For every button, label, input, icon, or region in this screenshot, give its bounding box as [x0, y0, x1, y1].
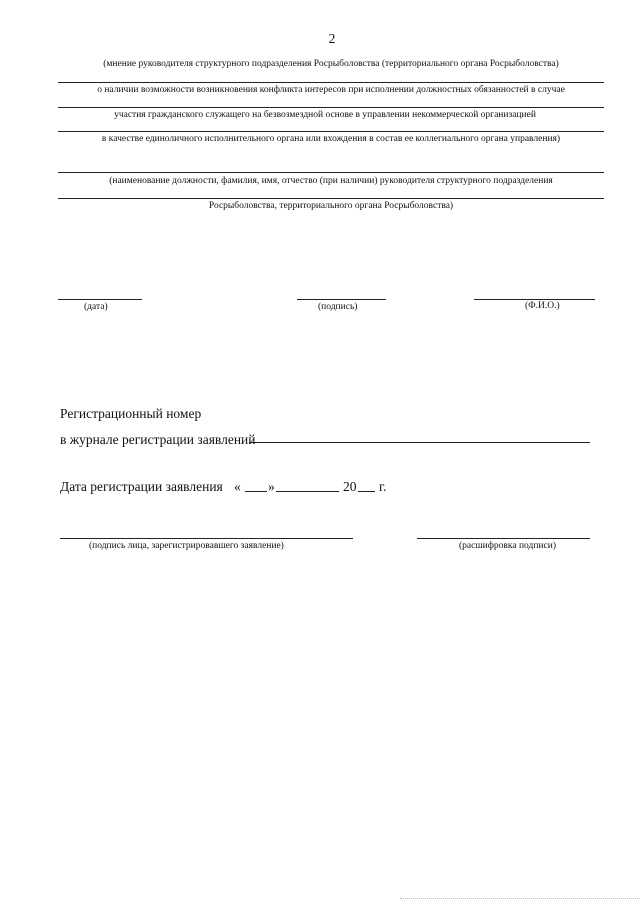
- registrar-decoding-label: (расшифровка подписи): [459, 541, 556, 551]
- registrar-signature-label: (подпись лица, зарегистрировавшего заявление): [89, 541, 284, 551]
- opinion-fill-line-3: [58, 131, 604, 132]
- name-fill-line: [474, 299, 595, 300]
- head-fill-line-1: [58, 172, 604, 173]
- day-fill-line: [245, 491, 267, 492]
- opinion-caption-line-3: участия гражданского служащего на безвозмездной основе в управлении некоммерческой организацией: [114, 110, 536, 120]
- page-number: 2: [328, 31, 336, 46]
- registration-number-label-1: Регистрационный номер: [60, 406, 202, 421]
- opinion-fill-line-2: [58, 107, 604, 108]
- registrar-signature-fill-line: [60, 538, 353, 539]
- head-caption-line-1: (наименование должности, фамилия, имя, отчество (при наличии) руководителя структурного подразделения: [109, 176, 553, 186]
- scan-edge-artifact: [400, 898, 640, 899]
- opinion-fill-line-1: [58, 82, 604, 83]
- head-caption-line-2: Росрыболовства, территориального органа Росрыболовства): [208, 201, 454, 211]
- date-label: (дата): [84, 302, 108, 312]
- date-open-quote: «: [234, 479, 241, 494]
- month-fill-line: [276, 491, 339, 492]
- opinion-caption-line-1: (мнение руководителя структурного подразделения Росрыболовства (территориального органа Росрыболовства): [103, 59, 559, 69]
- registration-number-label-2: в журнале регистрации заявлений: [60, 432, 256, 447]
- date-close-quote: »: [268, 479, 275, 494]
- year-fill-line: [358, 491, 375, 492]
- date-fill-line: [58, 299, 142, 300]
- opinion-caption-line-4: в качестве единоличного исполнительного органа или вхождения в состав ее коллегиального органа управления): [101, 134, 561, 144]
- signature-label: (подпись): [318, 302, 358, 312]
- signature-fill-line: [297, 299, 386, 300]
- registration-number-fill-line: [249, 442, 590, 443]
- name-label: (Ф.И.О.): [525, 301, 560, 311]
- registrar-decoding-fill-line: [417, 538, 590, 539]
- opinion-caption-line-2: о наличии возможности возникновения конфликта интересов при исполнении должностных обязанностей в случае: [97, 85, 565, 95]
- year-prefix: 20: [343, 479, 357, 494]
- registration-date-label: Дата регистрации заявления: [60, 479, 223, 494]
- year-suffix: г.: [379, 479, 387, 494]
- head-fill-line-2: [58, 198, 604, 199]
